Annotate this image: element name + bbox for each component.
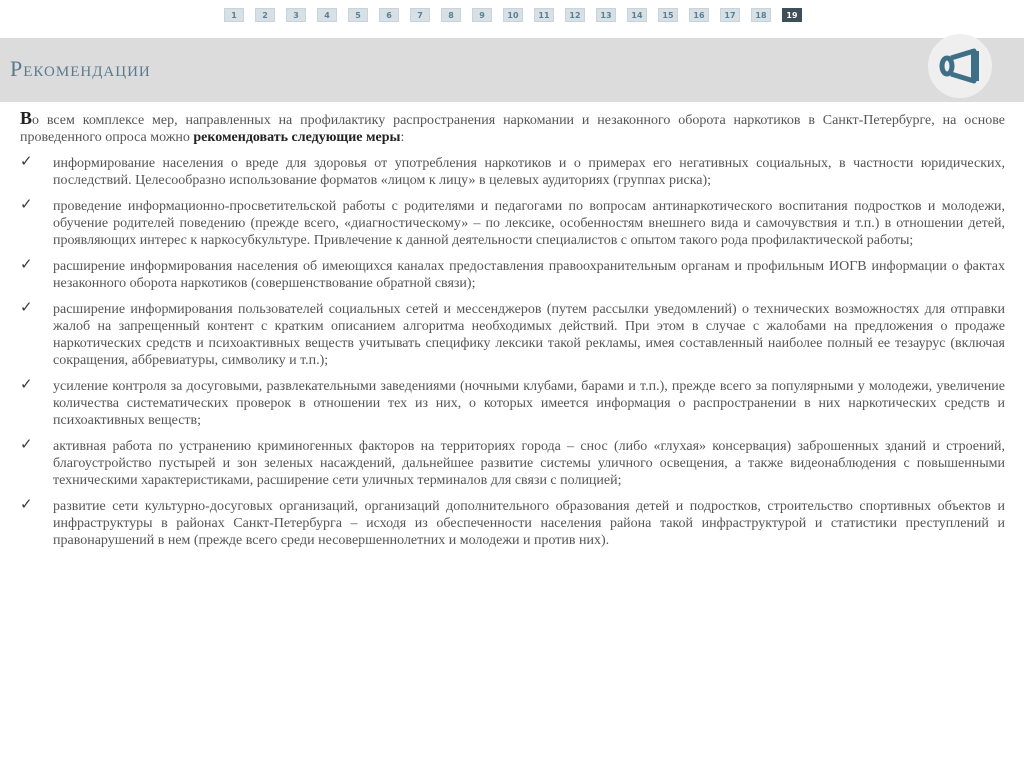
list-item-text: информирование населения о вреде для здоровья от употребления наркотиков и о примерах его негативных социальных, в частности юридических, последствий. Целесообразно использование форматов «лицом к лицу» в целевых аудиториях (группах риска); xyxy=(53,156,1005,188)
list-item xyxy=(20,435,1005,489)
list-item-text: развитие сети культурно-досуговых организаций, организаций дополнительного образования детей и подростков, строительство спортивных объектов и инфраструктуры в районах Санкт-Петербурга – исходя из обеспеченности населения района такой инфраструктурой и статистики преступлений и правонарушений в нем (прежде всего среди несовершеннолетних и молодежи и против них). xyxy=(53,499,1005,548)
page-button-8[interactable]: 8 xyxy=(441,8,461,22)
main-content xyxy=(20,110,1005,558)
checkmark-icon: ✓ xyxy=(20,495,33,513)
list-item xyxy=(20,152,1005,189)
page-button-12[interactable]: 12 xyxy=(565,8,585,22)
logo xyxy=(928,27,992,105)
page-button-6[interactable]: 6 xyxy=(379,8,399,22)
megaphone-icon xyxy=(938,46,982,86)
intro-paragraph xyxy=(20,110,1005,146)
page-title: Рекомендации xyxy=(10,56,151,81)
list-item xyxy=(20,298,1005,369)
checkmark-icon: ✓ xyxy=(20,375,33,393)
checkmark-icon: ✓ xyxy=(20,152,33,170)
drop-cap: В xyxy=(20,108,33,128)
page-button-13[interactable]: 13 xyxy=(596,8,616,22)
page-button-15[interactable]: 15 xyxy=(658,8,678,22)
header-band xyxy=(0,38,1024,102)
intro-end: : xyxy=(400,130,405,145)
slide-pager xyxy=(224,8,813,22)
intro-bold: рекомендовать следующие меры xyxy=(193,130,401,145)
page-button-14[interactable]: 14 xyxy=(627,8,647,22)
list-item xyxy=(20,195,1005,249)
list-item-text: активная работа по устранению криминогенных факторов на территориях города – снос (либо «глухая» консервация) заброшенных зданий и строений, благоустройство пустырей и зон зеленых насаждений, дальнейшее развитие системы уличного освещения, а также видеонаблюдения с повышенными техническими характеристиками, расширение сети уличных терминалов для связи с полицией; xyxy=(53,439,1005,488)
page-button-5[interactable]: 5 xyxy=(348,8,368,22)
intro-text: о всем комплексе мер, направленных на профилактику распространения наркомании и незаконного оборота наркотиков в Санкт-Петербурге, на основе проведенного опроса можно xyxy=(20,113,1005,145)
list-item xyxy=(20,495,1005,549)
checkmark-icon: ✓ xyxy=(20,195,33,213)
checkmark-icon: ✓ xyxy=(20,435,33,453)
recommendations-list xyxy=(20,152,1005,549)
list-item xyxy=(20,255,1005,292)
list-item-text: усиление контроля за досуговыми, развлекательными заведениями (ночными клубами, барами и т.п.), прежде всего за популярными у молодежи, увеличение количества систематических проверок в отношении тех из них, о которых имеется информация о распространении в них наркотических средств и психоактивных веществ; xyxy=(53,379,1005,428)
list-item xyxy=(20,375,1005,429)
logo-circle xyxy=(928,34,992,98)
list-item-text: расширение информирования пользователей социальных сетей и мессенджеров (путем рассылки уведомлений) о технических возможностях для отправки жалоб на запрещенный контент с кратким описанием алгоритма необходимых действий. При этом в случае с жалобами на предложения о продаже наркотических средств и психоактивных веществ учитывать специфику лексики такой рекламы, имея составленный наиболее полный ее тезаурус (включая сокращения, аббревиатуры, символику и т.п.); xyxy=(53,302,1005,368)
list-item-text: расширение информирования населения об имеющихся каналах предоставления правоохранительным органам и профильным ИОГВ информации о фактах незаконного оборота наркотиков (совершенствование обратной связи); xyxy=(53,259,1005,291)
page-button-18[interactable]: 18 xyxy=(751,8,771,22)
page-button-11[interactable]: 11 xyxy=(534,8,554,22)
page-button-3[interactable]: 3 xyxy=(286,8,306,22)
list-item-text: проведение информационно-просветительской работы с родителями и педагогами по вопросам антинаркотического воспитания подростков и молодежи, обучение родителей поведению (прежде всего, «диагностическому» – по лексике, особенностям внешнего вида и самочувствия и т.п.) в отношении детей, проявляющих интерес к наркосубкультуре. Привлечение к данной деятельности специалистов с опытом такого рода профилактической работы; xyxy=(53,199,1005,248)
page-button-1[interactable]: 1 xyxy=(224,8,244,22)
checkmark-icon: ✓ xyxy=(20,298,33,316)
checkmark-icon: ✓ xyxy=(20,255,33,273)
page-button-19-active[interactable]: 19 xyxy=(782,8,802,22)
page-button-2[interactable]: 2 xyxy=(255,8,275,22)
page-button-9[interactable]: 9 xyxy=(472,8,492,22)
page-button-16[interactable]: 16 xyxy=(689,8,709,22)
page-button-10[interactable]: 10 xyxy=(503,8,523,22)
page-button-17[interactable]: 17 xyxy=(720,8,740,22)
page-button-7[interactable]: 7 xyxy=(410,8,430,22)
page-button-4[interactable]: 4 xyxy=(317,8,337,22)
